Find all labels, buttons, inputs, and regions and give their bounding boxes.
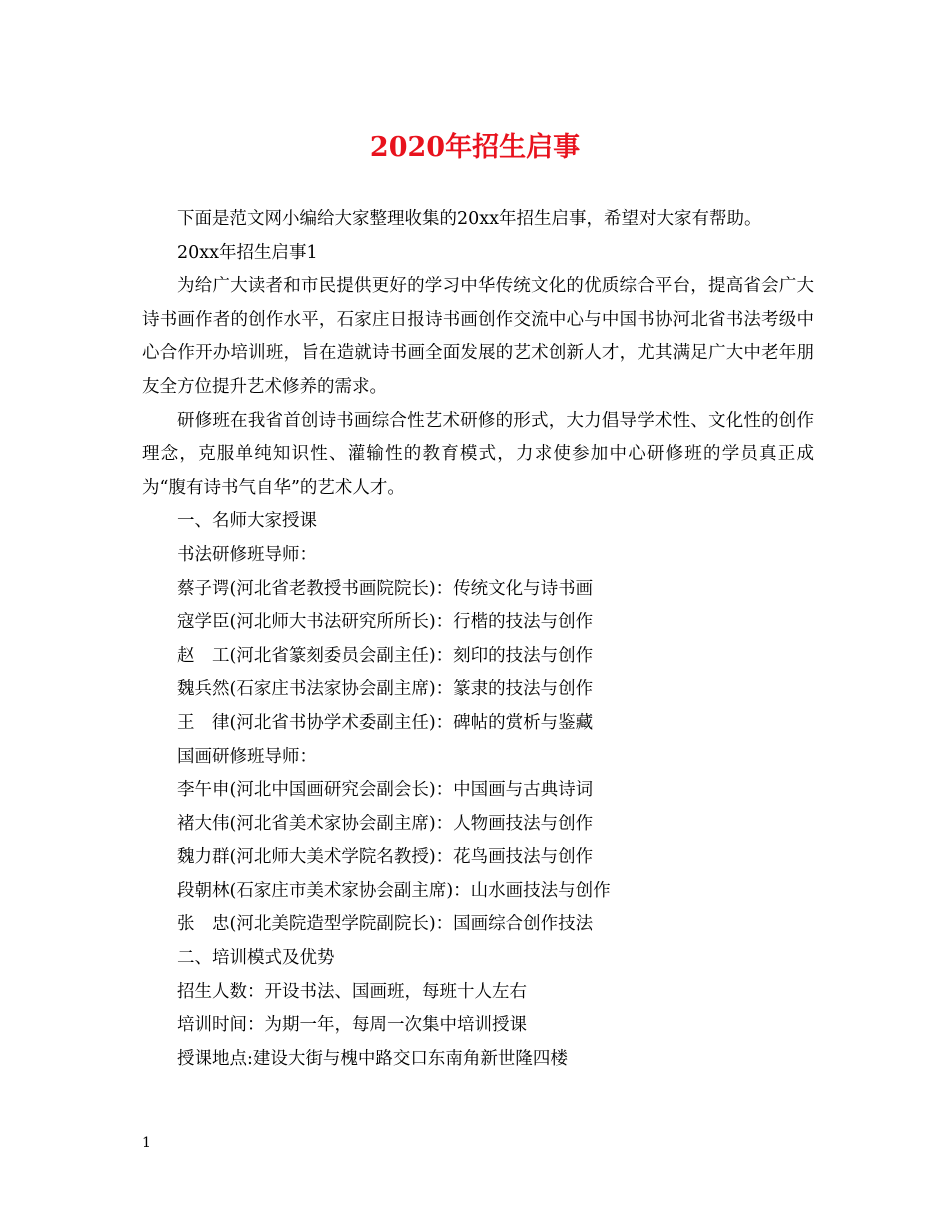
- subheading-calligraphy-tutors: 书法研修班导师：: [177, 544, 317, 565]
- page-number: 1: [142, 1135, 151, 1151]
- detail-enrollment: 招生人数：开设书法、国画班，每班十人左右: [177, 981, 527, 1002]
- list-item: 魏兵然(石家庄书法家协会副主席)：篆隶的技法与创作: [177, 679, 594, 700]
- subheading-painting-tutors: 国画研修班导师：: [177, 746, 317, 767]
- paragraph-purpose: 为给广大读者和市民提供更好的学习中华传统文化的优质综合平台，提高省会广大诗书画作者的创作水平，石家庄日报诗书画创作交流中心与中国书协河北省书法考级中心合作开办培训班，旨在造就诗书画全面发展的艺术创新人才，尤其满足广大中老年朋友全方位提升艺术修养的需求。: [142, 276, 814, 397]
- document-body: [142, 203, 814, 1076]
- document-title: 2020年招生启事: [369, 132, 581, 163]
- list-item: 段朝林(石家庄市美术家协会副主席)：山水画技法与创作: [177, 880, 611, 901]
- list-item: 赵 工(河北省篆刻委员会副主任)：刻印的技法与创作: [177, 645, 594, 666]
- list-item: 王 律(河北省书协学术委副主任)：碑帖的赏析与鉴藏: [177, 712, 594, 733]
- list-item: 寇学臣(河北师大书法研究所所长)：行楷的技法与创作: [177, 612, 594, 633]
- list-item: 李午申(河北中国画研究会副会长)：中国画与古典诗词: [177, 780, 594, 801]
- list-item: 张 忠(河北美院造型学院副院长)：国画综合创作技法: [177, 914, 594, 935]
- paragraph-concept: 研修班在我省首创诗书画综合性艺术研修的形式，大力倡导学术性、文化性的创作理念，克服单纯知识性、灌输性的教育模式，力求使参加中心研修班的学员真正成为“腹有诗书气自华”的艺术人才。: [142, 410, 814, 498]
- detail-location: 授课地点:建设大街与槐中路交口东南角新世隆四楼: [177, 1048, 568, 1069]
- section-heading-training-mode: 二、培训模式及优势: [177, 948, 335, 969]
- paragraph-subtitle: 20xx年招生启事1: [177, 242, 318, 263]
- list-item: 褚大伟(河北省美术家协会副主席)：人物画技法与创作: [177, 813, 594, 834]
- list-item: 蔡子谔(河北省老教授书画院院长)：传统文化与诗书画: [177, 578, 594, 599]
- section-heading-teachers: 一、名师大家授课: [177, 511, 317, 532]
- list-item: 魏力群(河北师大美术学院名教授)：花鸟画技法与创作: [177, 847, 594, 868]
- detail-schedule: 培训时间：为期一年，每周一次集中培训授课: [177, 1015, 527, 1036]
- paragraph-intro: 下面是范文网小编给大家整理收集的20xx年招生启事，希望对大家有帮助。: [177, 209, 762, 229]
